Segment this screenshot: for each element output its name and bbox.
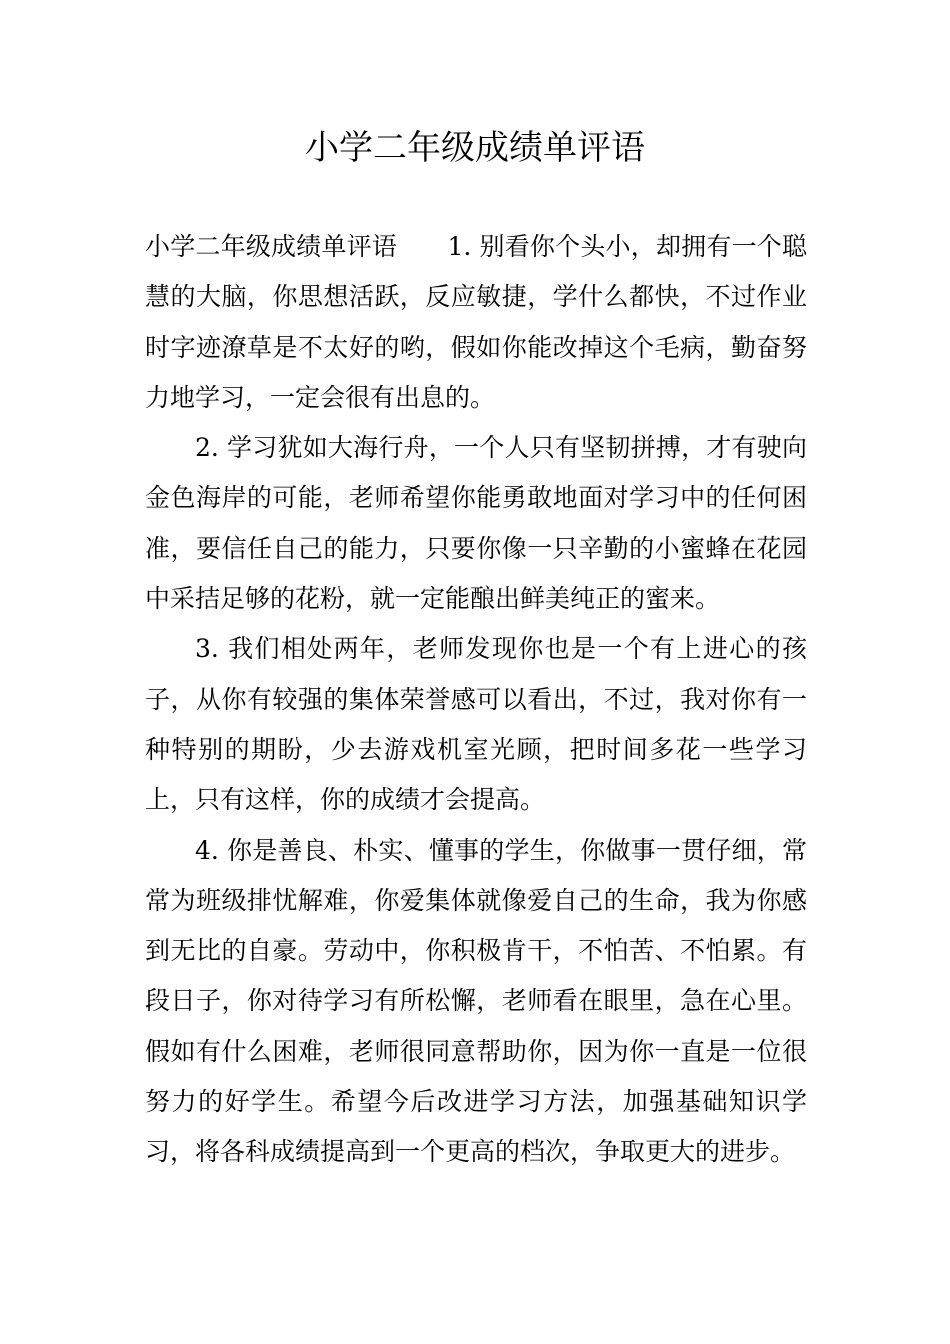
paragraph-2: 2. 学习犹如大海行舟，一个人只有坚韧拼搏，才有驶向金色海岸的可能，老师希望你能勇敢地面对学习中的任何困准，要信任自己的能力，只要你像一只辛勤的小蜜蜂在花园中采拮足够的花粉，就一定能酿出鲜美纯正的蜜来。: [145, 433, 807, 614]
paragraph-3: 3. 我们相处两年，老师发现你也是一个有上进心的孩子，从你有较强的集体荣誉感可以看出，不过，我对你有一种特别的期盼，少去游戏机室光顾，把时间多花一些学习上，只有这样，你的成绩才会提高。: [145, 634, 807, 815]
document-body: [145, 222, 807, 1178]
paragraph-1: 小学二年级成绩单评语 1. 别看你个头小，却拥有一个聪慧的大脑，你思想活跃，反应敏捷，学什么都快，不过作业时字迹潦草是不太好的哟，假如你能改掉这个毛病，勤奋努力地学习，一定会很有出息的。: [145, 232, 807, 412]
document-title: 小学二年级成绩单评语: [305, 128, 645, 168]
paragraph-4: 4. 你是善良、朴实、懂事的学生，你做事一贯仔细，常常为班级排忧解难，你爱集体就像爱自己的生命，我为你感到无比的自豪。劳动中，你积极肯干，不怕苦、不怕累。有段日子，你对待学习有所松懈，老师看在眼里，急在心里。假如有什么困难，老师很同意帮助你，因为你一直是一位很努力的好学生。希望今后改进学习方法，加强基础知识学习，将各科成绩提高到一个更高的档次，争取更大的进步。: [145, 835, 807, 1167]
